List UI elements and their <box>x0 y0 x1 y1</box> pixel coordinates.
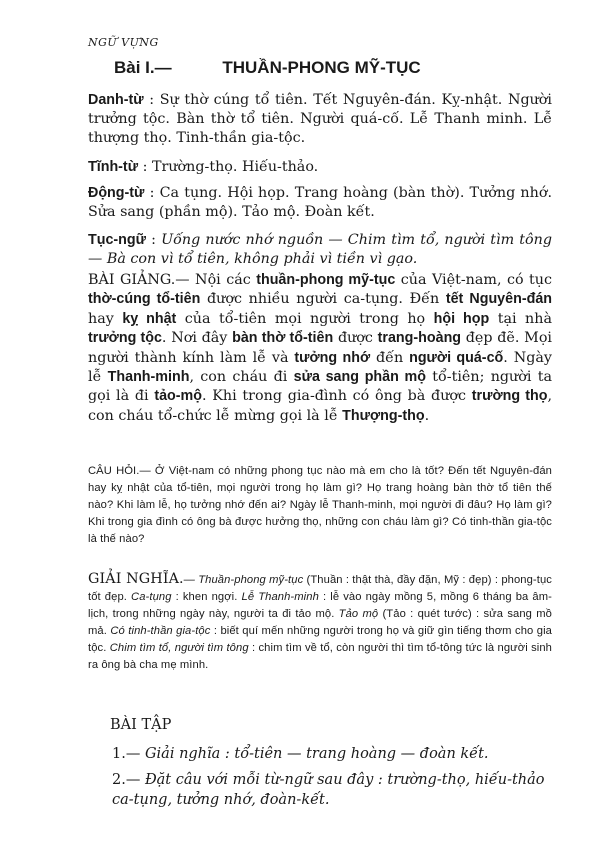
lesson-term: thờ-cúng tổ-tiên <box>88 291 201 308</box>
lesson-title: THUẦN-PHONG MỸ-TỤC <box>222 58 421 77</box>
explanation-term: Ca-tụng <box>131 591 172 603</box>
proverb-label: Tục-ngữ <box>88 232 146 248</box>
lesson-text: . Ngày lễ <box>88 349 552 386</box>
lesson-text: tại nhà <box>489 310 552 327</box>
explanation-term: Tảo mộ <box>338 608 379 620</box>
verb-label: Động-từ <box>88 185 145 201</box>
explanation-text: : khen ngợi. <box>171 591 242 603</box>
proverb-sep: : <box>146 232 162 248</box>
explanation-text: : lễ vào ngày mồng 5, mồng 6 tháng ba âm-lịch, trong những ngày này, người ta đi tảo mộ. <box>88 591 552 620</box>
lesson-term: tảo-mộ <box>154 388 202 405</box>
lesson-text: của tổ-tiên mọi người trong họ <box>176 310 434 327</box>
exercises-heading: BÀI TẬP <box>110 717 172 733</box>
explanation-text: : biết quí mến những người trong họ và giữ gìn tiếng thơm cho gia tộc. <box>88 625 552 654</box>
noun-text: : Sự thờ cúng tổ tiên. Tết Nguyên-đán. Kỵ-nhật. Người trưởng tộc. Bàn thờ tổ tiên. Người quá-cố. Lễ Thanh minh. Lễ thượng thọ. Tinh-thần gia-tộc. <box>88 92 552 146</box>
questions-text: CÂU HỎI.— Ở Việt-nam có những phong tục nào mà em cho là tốt? Đến tết Nguyên-đán hay kỵ nhật của tổ-tiên, mọi người trong họ làm gì? Họ trang hoàng bàn thờ tổ tiên thế nào? Khi làm lễ, họ tưởng nhớ đến ai? Ngày lễ Thanh-minh, mọi người đi đâu? Họ làm gì? Khi trong gia đình có ông bà được hưởng thọ, những con cháu làm gì? Có tinh-thần gia-tộc là thế nào? <box>88 465 552 545</box>
lesson-text: . Khi trong gia-đình có ông bà được <box>201 388 472 405</box>
lesson-number: Bài I.— <box>114 58 172 77</box>
lesson-text: đẹp đẽ. Mọi người thành kính làm lễ và <box>88 330 552 366</box>
lesson-term: Thượng-thọ <box>342 407 425 424</box>
lesson-term: tưởng nhớ <box>294 349 371 366</box>
adj-text: : Trường-thọ. Hiếu-thảo. <box>138 159 319 175</box>
lesson-text: tổ-tiên; người ta gọi là đi <box>88 369 552 405</box>
lesson-term: tết Nguyên-đán <box>445 291 552 308</box>
lesson-term: sửa sang phần mộ <box>293 369 426 386</box>
questions-block <box>88 463 552 548</box>
explanation-text: (Tảo : quét tước) : sửa sang mồ mả. <box>88 608 552 637</box>
lesson-term: trang-hoàng <box>377 330 462 347</box>
lesson-text: . Nơi đây <box>161 330 233 347</box>
lesson-term: trưởng tộc <box>88 330 162 347</box>
exercise-1 <box>112 744 562 764</box>
noun-label: Danh-từ <box>88 92 144 108</box>
section-kicker: NGỮ VỰNG <box>88 36 159 49</box>
lesson-text: — Nội các <box>175 272 257 288</box>
lesson-term: người quá-cố <box>409 349 504 366</box>
explanation-text: (Thuần : thật thà, đầy đặn, Mỹ : đẹp) : phong-tục tốt đẹp. <box>88 574 552 603</box>
lesson-text: , con cháu đi <box>189 369 294 386</box>
vocab-adjectives <box>88 158 552 177</box>
lesson-label: BÀI GIẢNG. <box>88 272 176 288</box>
explanation-term: — Thuần-phong mỹ-tục <box>183 574 304 586</box>
lesson-term: trường thọ <box>471 388 548 405</box>
exercise-number: 2.— <box>112 772 141 788</box>
vocab-nouns <box>88 91 552 148</box>
lesson-body <box>88 271 552 426</box>
exercise-number: 1.— <box>112 746 141 762</box>
verb-text: : Ca tụng. Hội họp. Trang hoàng (bàn thờ). Tưởng nhớ. Sửa sang (phần mộ). Tảo mộ. Đoàn kết. <box>88 185 552 220</box>
proverb-text: Uống nước nhớ nguồn — Chim tìm tổ, người tìm tông — Bà con vì tổ tiên, không phải vì tiền vì gạo. <box>88 232 553 267</box>
explanation-block <box>88 571 552 674</box>
lesson-text: đến <box>370 349 410 366</box>
explanation-text: : chim tìm về tổ, còn người thì tìm tổ-tông tức là người sinh ra ông bà cha mẹ mình. <box>88 642 553 671</box>
lesson-term: kỵ nhật <box>122 310 177 327</box>
lesson-text: được <box>333 330 378 347</box>
lesson-term: thuần-phong mỹ-tục <box>256 272 396 288</box>
lesson-term: bàn thờ tổ-tiên <box>232 330 334 347</box>
explanation-term: Có tinh-thần gia-tộc <box>110 625 211 637</box>
explanation-term: Chim tìm tổ, người tìm tông <box>109 642 249 654</box>
lesson-term: Thanh-minh <box>107 369 190 386</box>
lesson-text: được nhiều người ca-tụng. Đến <box>200 291 446 308</box>
lesson-heading <box>114 58 421 78</box>
lesson-text: , con cháu tổ-chức lễ mừng gọi là lễ <box>88 388 552 424</box>
exercise-2 <box>112 770 562 810</box>
explanation-term: Lễ Thanh-minh <box>241 591 319 603</box>
lesson-text: . <box>424 407 430 424</box>
explanation-label: GIẢI NGHĨA. <box>88 571 184 587</box>
lesson-text: của Việt-nam, có tục <box>395 272 552 288</box>
exercise-text: Đặt câu với mỗi từ-ngữ sau đây : trường-thọ, hiếu-thảo ca-tụng, tưởng nhớ, đoàn-kết. <box>112 772 545 808</box>
lesson-text: hay <box>88 310 123 327</box>
vocab-proverbs <box>88 231 552 269</box>
exercise-text: Giải nghĩa : tổ-tiên — trang hoàng — đoàn kết. <box>140 746 489 762</box>
lesson-term: hội họp <box>433 310 490 327</box>
vocab-verbs <box>88 184 552 222</box>
adj-label: Tĩnh-từ <box>88 159 139 175</box>
